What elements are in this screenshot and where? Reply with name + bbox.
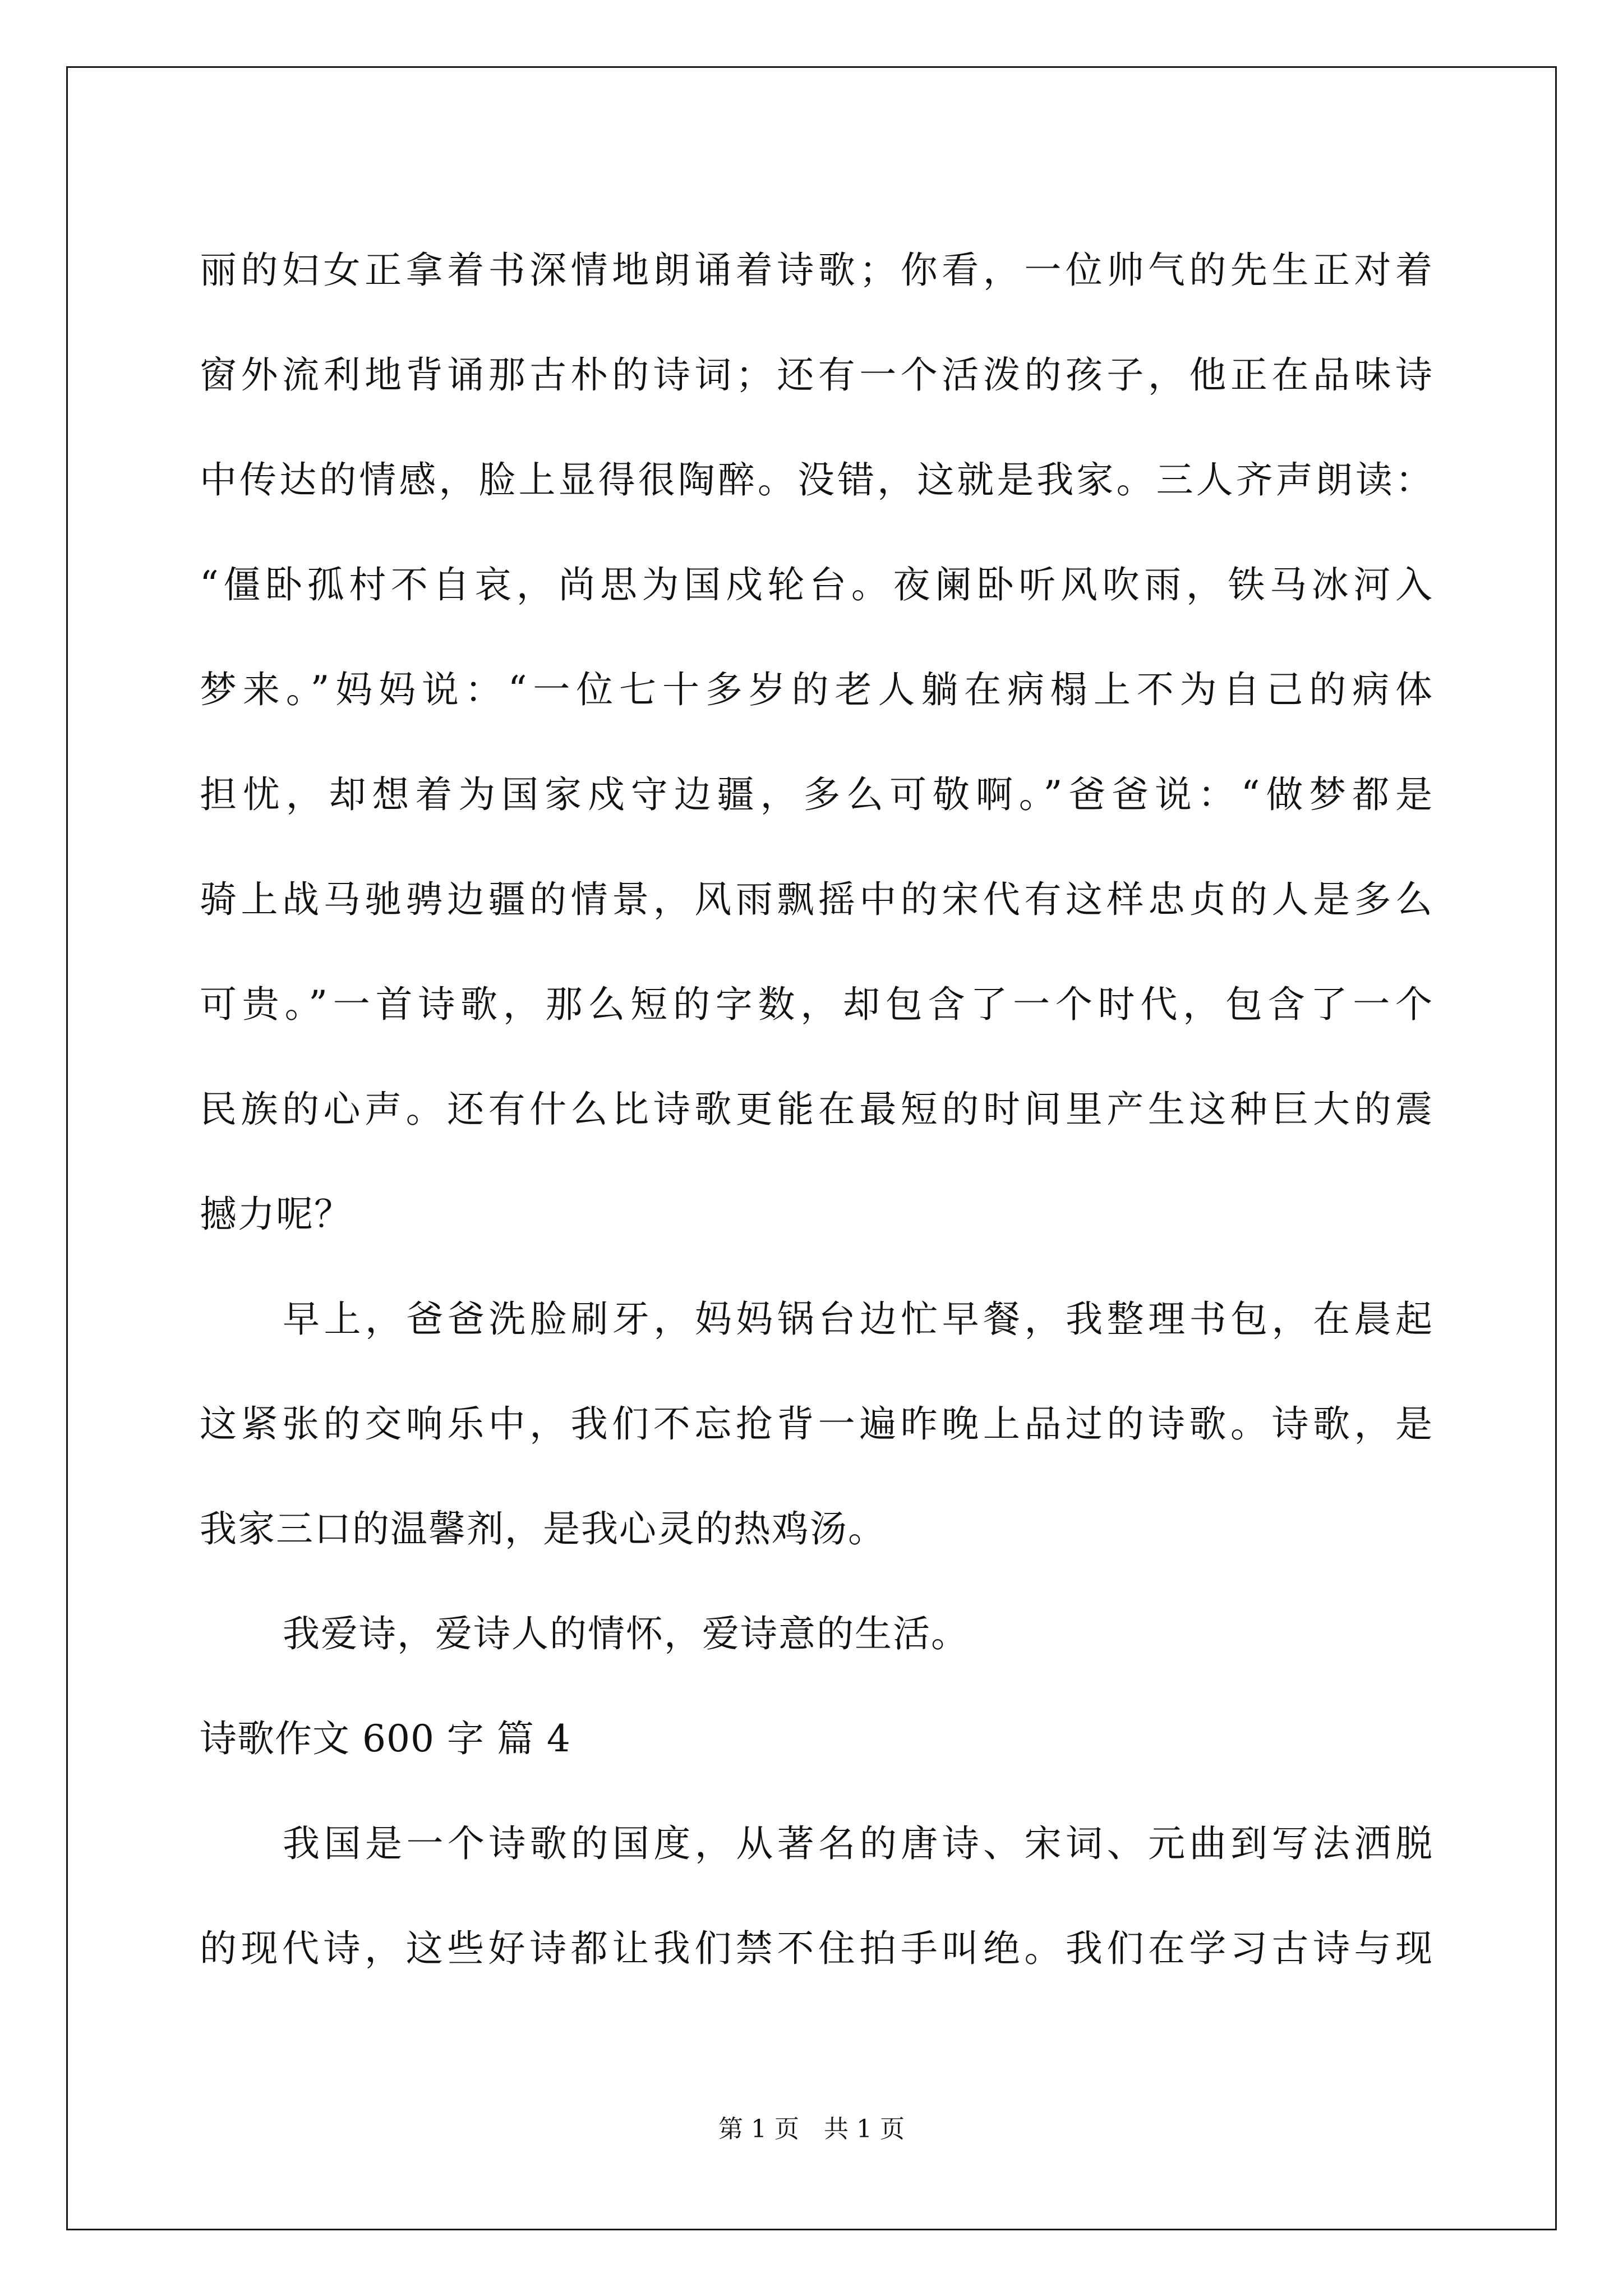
body-line-8: 可贵。”一首诗歌，那么短的字数，却包含了一个时代，包含了一个: [200, 983, 1433, 1026]
page-number-total: 共 1 页: [824, 2115, 905, 2143]
body-line-7: 骑上战马驰骋边疆的情景，风雨飘摇中的宋代有这样忠贞的人是多么: [200, 878, 1433, 921]
body-line-1: 丽的妇女正拿着书深情地朗诵着诗歌；你看，一位帅气的先生正对着: [200, 249, 1433, 292]
document-body: [200, 218, 1433, 2001]
paragraph-line: 我爱诗，爱诗人的情怀，爱诗意的生活。: [283, 1612, 969, 1655]
body-line-4: “僵卧孤村不自哀，尚思为国戍轮台。夜阑卧听风吹雨，铁马冰河入: [200, 563, 1433, 606]
paragraph-start-line: 早上，爸爸洗脸刷牙，妈妈锅台边忙早餐，我整理书包，在晨起: [283, 1297, 1433, 1341]
section-heading: 诗歌作文 600 字 篇 4: [200, 1717, 571, 1760]
body-line-6: 担忧，却想着为国家戍守边疆，多么可敬啊。”爸爸说：“做梦都是: [200, 773, 1433, 816]
body-line-2: 窗外流利地背诵那古朴的诗词；还有一个活泼的孩子，他正在品味诗: [200, 353, 1433, 397]
paragraph-start-line: 我国是一个诗歌的国度，从著名的唐诗、宋词、元曲到写法洒脱: [283, 1822, 1433, 1865]
body-line-12: 这紧张的交响乐中，我们不忘抢背一遍昨晚上品过的诗歌。诗歌，是: [200, 1402, 1433, 1446]
body-line-5: 梦来。”妈妈说：“一位七十多岁的老人躺在病榻上不为自己的病体: [200, 668, 1433, 711]
body-line-10: 撼力呢？: [200, 1193, 352, 1236]
page-footer: [0, 2113, 1623, 2146]
body-line-9: 民族的心声。还有什么比诗歌更能在最短的时间里产生这种巨大的震: [200, 1088, 1433, 1131]
body-line-13: 我家三口的温馨剂，是我心灵的热鸡汤。: [200, 1507, 886, 1550]
page-number-current: 第 1 页: [718, 2115, 799, 2143]
body-line-3: 中传达的情感，脸上显得很陶醉。没错，这就是我家。三人齐声朗读：: [200, 458, 1433, 501]
body-line-17: 的现代诗，这些好诗都让我们禁不住拍手叫绝。我们在学习古诗与现: [200, 1927, 1433, 1970]
